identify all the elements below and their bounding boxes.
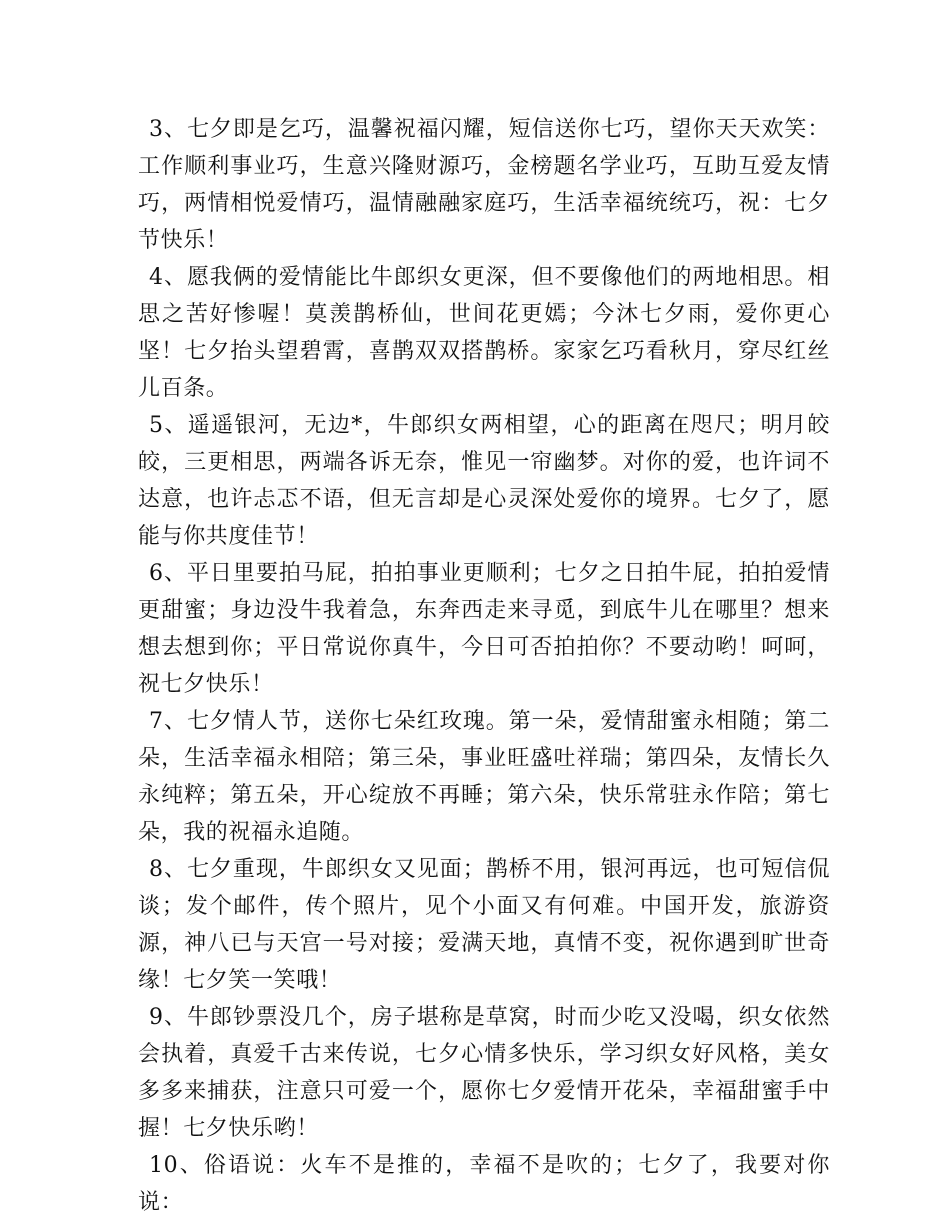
paragraph-9: 9、牛郎钞票没几个，房子堪称是草窝，时而少吃又没喝，织女依然会执着，真爱千古来传说，七夕心情多快乐，学习织女好风格，美女多多来捕获，注意只可爱一个，愿你七夕爱情开花朵，幸福甜蜜手中握！七夕快乐哟！	[138, 1005, 830, 1141]
paragraph-3: 3、七夕即是乞巧，温馨祝福闪耀，短信送你七巧，望你天天欢笑：工作顺利事业巧，生意兴隆财源巧，金榜题名学业巧，互助互爱友情巧，两情相悦爱情巧，温情融融家庭巧，生活幸福统统巧，祝：七夕节快乐！	[138, 117, 830, 253]
paragraph-8: 8、七夕重现，牛郎织女又见面；鹊桥不用，银河再远，也可短信侃谈；发个邮件，传个照片，见个小面又有何难。中国开发，旅游资源，神八已与天宫一号对接；爱满天地，真情不变，祝你遇到旷世奇缘！七夕笑一笑哦！	[138, 857, 830, 993]
paragraph-4: 4、愿我俩的爱情能比牛郎织女更深，但不要像他们的两地相思。相思之苦好惨喔！莫羡鹊桥仙，世间花更嫣；今沐七夕雨，爱你更心坚！七夕抬头望碧霄，喜鹊双双搭鹊桥。家家乞巧看秋月，穿尽红丝儿百条。	[138, 265, 830, 401]
paragraph-7: 7、七夕情人节，送你七朵红玫瑰。第一朵，爱情甜蜜永相随；第二朵，生活幸福永相陪；第三朵，事业旺盛吐祥瑞；第四朵，友情长久永纯粹；第五朵，开心绽放不再睡；第六朵，快乐常驻永作陪；第七朵，我的祝福永追随。	[138, 709, 830, 845]
paragraph-5: 5、遥遥银河，无边*，牛郎织女两相望，心的距离在咫尺；明月皎皎，三更相思，两端各诉无奈，惟见一帘幽梦。对你的爱，也许词不达意，也许忐忑不语，但无言却是心灵深处爱你的境界。七夕了，愿能与你共度佳节！	[138, 413, 830, 549]
paragraph-10: 10、俗语说：火车不是推的，幸福不是吹的；七夕了，我要对你说：	[138, 1153, 830, 1215]
document-page	[138, 111, 830, 1221]
paragraph-6: 6、平日里要拍马屁，拍拍事业更顺利；七夕之日拍牛屁，拍拍爱情更甜蜜；身边没牛我着急，东奔西走来寻觅，到底牛儿在哪里？想来想去想到你；平日常说你真牛，今日可否拍拍你？不要动哟！呵呵，祝七夕快乐！	[138, 561, 830, 697]
